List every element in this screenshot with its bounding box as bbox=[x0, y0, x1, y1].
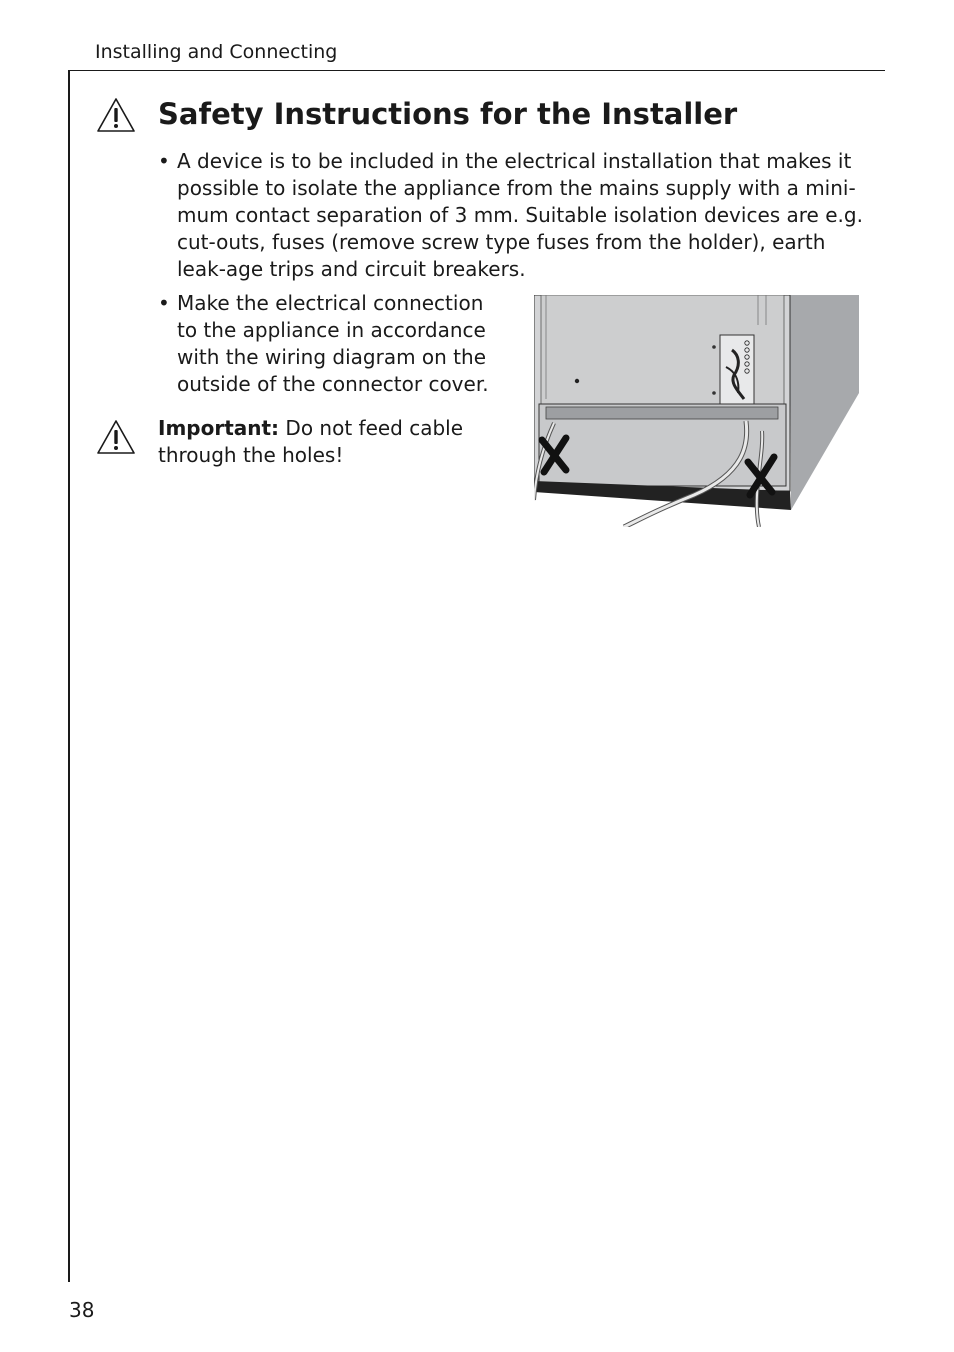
header-section-title: Installing and Connecting bbox=[95, 41, 338, 63]
bullet-dot: • bbox=[158, 149, 170, 173]
warning-triangle-icon bbox=[95, 418, 137, 456]
bullet-item-isolation bbox=[158, 148, 863, 283]
important-text: Do not feed cable through the holes! bbox=[158, 416, 464, 467]
bullet-text: Make the electrical connection to the appliance in accordance with the wiring diagram on the outside of the connector cover. bbox=[177, 291, 489, 396]
page-number: 38 bbox=[69, 1298, 95, 1322]
bullet-text: A device is to be included in the electrical installation that makes it possible to isolate the appliance from the mains supply with a mini-mum contact separation of 3 mm. Suitable isolation devices are e.g. cut-outs, fuses (remove screw type fuses from the holder), earth leak-age trips and circuit breakers. bbox=[177, 149, 863, 281]
important-label: Important: bbox=[158, 416, 280, 440]
warning-triangle-icon bbox=[95, 96, 137, 134]
header-rule bbox=[68, 70, 885, 71]
important-note bbox=[158, 415, 498, 469]
bullet-item-wiring bbox=[158, 290, 503, 398]
bullet-dot: • bbox=[158, 291, 170, 315]
appliance-rear-illustration bbox=[534, 295, 859, 527]
page-title: Safety Instructions for the Installer bbox=[158, 97, 738, 131]
left-margin-rule bbox=[68, 70, 70, 1282]
